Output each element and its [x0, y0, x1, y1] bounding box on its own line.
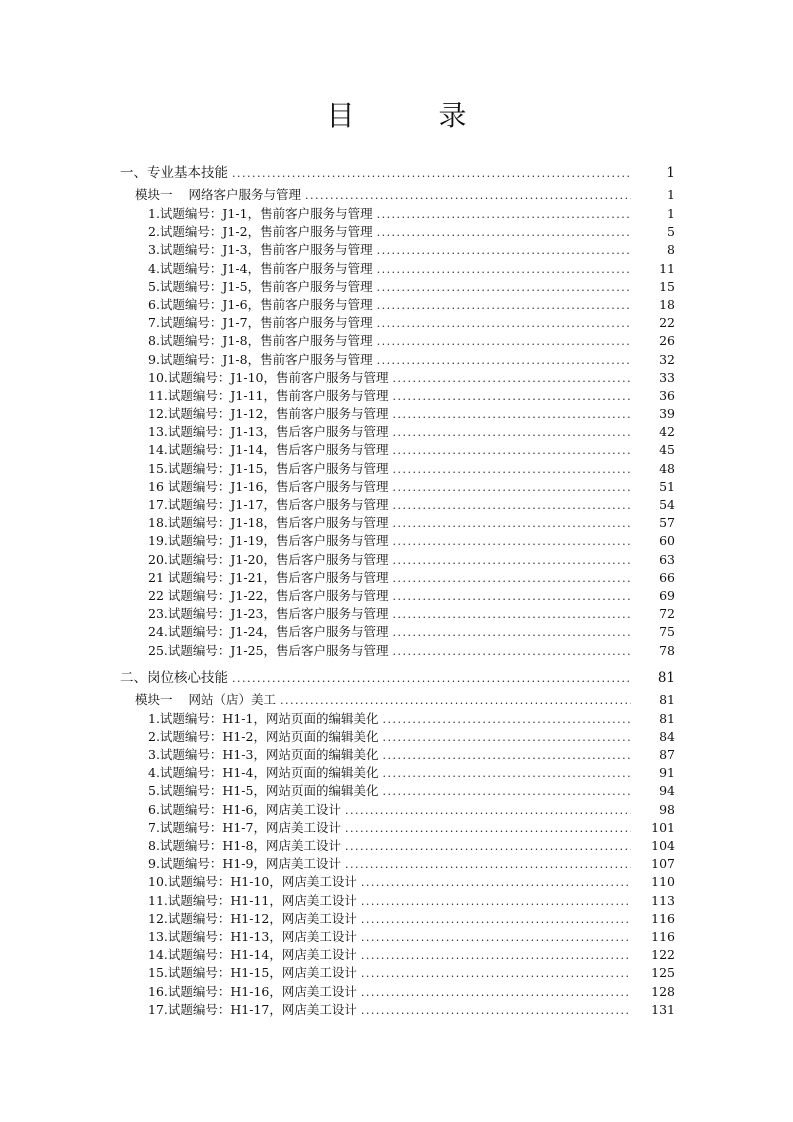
page-number: 15 [659, 278, 675, 294]
dot-leader [392, 388, 631, 405]
page-number: 45 [659, 442, 675, 458]
table-of-contents [0, 161, 793, 1019]
toc-item-label: 7.试题编号：H1-7，网店美工设计 [148, 819, 341, 835]
dot-leader [392, 533, 631, 550]
dot-leader [392, 406, 631, 423]
page-number: 87 [659, 747, 675, 763]
page-number: 110 [651, 874, 675, 890]
page-number: 33 [659, 369, 675, 385]
toc-item-label: 11.试题编号：J1-11，售前客户服务与管理 [148, 387, 389, 403]
dot-leader [392, 624, 631, 641]
dot-leader [377, 297, 631, 314]
toc-item[interactable] [0, 496, 793, 514]
toc-item[interactable] [0, 910, 793, 928]
page-number: 81 [659, 691, 675, 707]
dot-leader [305, 186, 631, 205]
toc-item[interactable] [0, 873, 793, 891]
dot-leader [377, 279, 631, 296]
dot-leader [382, 729, 631, 746]
toc-item-label: 3.试题编号：J1-3，售前客户服务与管理 [148, 242, 373, 258]
toc-item[interactable] [0, 782, 793, 800]
toc-section[interactable] [0, 161, 793, 185]
page-number: 5 [667, 224, 675, 240]
toc-item[interactable] [0, 1001, 793, 1019]
toc-item-label: 9.试题编号：H1-9，网店美工设计 [148, 856, 341, 872]
toc-item-label: 6.试题编号：J1-6，售前客户服务与管理 [148, 296, 373, 312]
dot-leader [377, 315, 631, 332]
page-number: 116 [651, 910, 675, 926]
toc-item[interactable] [0, 855, 793, 873]
page-number: 11 [659, 260, 675, 276]
page-number: 69 [659, 587, 675, 603]
toc-item-label: 2.试题编号：H1-2，网站页面的编辑美化 [148, 728, 379, 744]
dot-leader [345, 838, 631, 855]
toc-item[interactable] [0, 710, 793, 728]
toc-item-label: 8.试题编号：H1-8，网店美工设计 [148, 838, 341, 853]
dot-leader [345, 820, 631, 837]
page-number: 94 [659, 783, 675, 799]
page-title: 目 录 [326, 99, 495, 132]
toc-item[interactable] [0, 928, 793, 946]
page-number: 8 [667, 242, 675, 258]
page-number: 1 [667, 206, 675, 221]
page-number: 104 [651, 838, 675, 853]
toc-item[interactable] [0, 223, 793, 241]
dot-leader [377, 206, 631, 223]
page-number: 78 [659, 642, 675, 658]
toc-item-label: 7.试题编号：J1-7，售前客户服务与管理 [148, 315, 373, 331]
page-number: 84 [659, 728, 675, 744]
toc-item[interactable] [0, 892, 793, 910]
page-number: 48 [659, 460, 675, 476]
dot-leader [361, 947, 631, 964]
toc-item[interactable] [0, 587, 793, 605]
toc-item[interactable] [0, 241, 793, 259]
page-number: 57 [659, 515, 675, 531]
toc-item[interactable] [0, 801, 793, 819]
page-number: 125 [651, 965, 675, 981]
toc-item[interactable] [0, 983, 793, 1001]
toc-item-label: 13.试题编号：J1-13，售后客户服务与管理 [148, 424, 389, 440]
toc-item-label: 16.试题编号：H1-16，网店美工设计 [148, 983, 357, 999]
toc-module-label [135, 185, 301, 205]
toc-item-label: 4.试题编号：J1-4，售前客户服务与管理 [148, 260, 373, 276]
toc-item-label: 5.试题编号：J1-5，售前客户服务与管理 [148, 278, 373, 294]
toc-module[interactable] [0, 690, 793, 710]
dot-leader [392, 479, 631, 496]
toc-item[interactable] [0, 728, 793, 746]
toc-item-label: 14.试题编号：H1-14，网店美工设计 [148, 947, 357, 963]
dot-leader [280, 691, 631, 710]
toc-item[interactable] [0, 460, 793, 478]
dot-leader [392, 606, 631, 623]
page-number: 98 [659, 801, 675, 817]
page-number: 1 [666, 165, 675, 181]
toc-item-label: 10.试题编号：J1-10，售前客户服务与管理 [148, 369, 389, 385]
page-number: 42 [659, 424, 675, 440]
page-number: 91 [659, 765, 675, 781]
toc-item-label: 11.试题编号：H1-11，网店美工设计 [148, 892, 357, 908]
toc-item-label: 12.试题编号：H1-12，网店美工设计 [148, 910, 357, 926]
dot-leader [392, 515, 631, 532]
page-number: 51 [659, 478, 675, 494]
dot-leader [377, 352, 631, 369]
page-number: 81 [659, 710, 675, 726]
module-name: 模块一 [135, 187, 173, 202]
page-number: 18 [659, 296, 675, 312]
toc-item[interactable] [0, 532, 793, 550]
toc-section-label: 二、岗位核心技能 [120, 669, 228, 686]
toc-item[interactable] [0, 946, 793, 964]
page-number: 72 [659, 606, 675, 622]
toc-item[interactable] [0, 205, 793, 223]
page-number: 75 [659, 624, 675, 640]
page-number: 128 [651, 983, 675, 999]
page-number: 36 [659, 387, 675, 403]
dot-leader [361, 929, 631, 946]
toc-item-label: 15.试题编号：J1-15，售后客户服务与管理 [148, 460, 389, 476]
page-number: 22 [659, 315, 675, 331]
page-number: 113 [651, 892, 675, 908]
toc-item[interactable] [0, 642, 793, 660]
dot-leader [232, 162, 631, 185]
toc-item-label: 13.试题编号：H1-13，网店美工设计 [148, 928, 357, 944]
toc-item-label: 19.试题编号：J1-19，售后客户服务与管理 [148, 533, 389, 549]
toc-item[interactable] [0, 764, 793, 782]
toc-section-label: 一、专业基本技能 [120, 165, 228, 181]
dot-leader [392, 497, 631, 514]
dot-leader [392, 552, 631, 569]
toc-item-label: 9.试题编号：J1-8，售前客户服务与管理 [148, 351, 373, 367]
page-number: 81 [657, 669, 675, 686]
dot-leader [361, 965, 631, 982]
toc-item-label: 20.试题编号：J1-20，售后客户服务与管理 [148, 551, 389, 567]
dot-leader [377, 333, 631, 350]
module-title: 网络客户服务与管理 [188, 187, 302, 202]
toc-item-label: 24.试题编号：J1-24，售后客户服务与管理 [148, 624, 389, 640]
toc-item-label: 2.试题编号：J1-2，售前客户服务与管理 [148, 224, 373, 240]
page-number: 116 [651, 928, 675, 944]
toc-item-label: 12.试题编号：J1-12，售前客户服务与管理 [148, 406, 389, 422]
toc-item[interactable] [0, 551, 793, 569]
toc-item-label: 8.试题编号：J1-8，售前客户服务与管理 [148, 333, 373, 349]
toc-item-label: 17.试题编号：J1-17，售后客户服务与管理 [148, 497, 389, 512]
toc-item[interactable] [0, 478, 793, 496]
toc-item[interactable] [0, 296, 793, 314]
dot-leader [392, 461, 631, 478]
dot-leader [392, 643, 631, 660]
dot-leader [377, 224, 631, 241]
dot-leader [382, 783, 631, 800]
toc-item-label: 17.试题编号：H1-17，网店美工设计 [148, 1001, 357, 1017]
module-name: 模块一 [135, 691, 173, 707]
toc-item[interactable] [0, 387, 793, 405]
dot-leader [382, 765, 631, 782]
toc-item-label: 4.试题编号：H1-4，网站页面的编辑美化 [148, 765, 379, 781]
toc-item[interactable] [0, 514, 793, 532]
dot-leader [392, 370, 631, 387]
toc-item[interactable] [0, 605, 793, 623]
toc-item-label: 1.试题编号：H1-1，网站页面的编辑美化 [148, 710, 379, 726]
page-number: 32 [659, 351, 675, 367]
page-number: 101 [651, 819, 675, 835]
page-number: 107 [651, 856, 675, 872]
toc-item-label: 16 试题编号：J1-16，售后客户服务与管理 [148, 478, 389, 494]
toc-item[interactable] [0, 314, 793, 332]
toc-item[interactable] [0, 746, 793, 764]
toc-item[interactable] [0, 369, 793, 387]
toc-item[interactable] [0, 260, 793, 278]
dot-leader [361, 1002, 631, 1019]
toc-item-label: 6.试题编号：H1-6，网店美工设计 [148, 801, 341, 817]
toc-item-label: 21 试题编号：J1-21，售后客户服务与管理 [148, 569, 389, 585]
dot-leader [392, 442, 631, 459]
dot-leader [382, 747, 631, 764]
page-number: 60 [659, 533, 675, 549]
page-number: 1 [667, 187, 675, 202]
dot-leader [361, 893, 631, 910]
toc-item[interactable] [0, 278, 793, 296]
toc-item[interactable] [0, 441, 793, 459]
toc-item-label: 25.试题编号：J1-25，售后客户服务与管理 [148, 642, 389, 658]
toc-module[interactable] [0, 185, 793, 205]
dot-leader [377, 261, 631, 278]
dot-leader [345, 802, 631, 819]
toc-module-label [135, 690, 276, 710]
toc-item[interactable] [0, 423, 793, 441]
toc-item-label: 15.试题编号：H1-15，网店美工设计 [148, 965, 357, 981]
toc-item-label: 22 试题编号：J1-22，售后客户服务与管理 [148, 587, 389, 603]
page-number: 131 [651, 1001, 675, 1017]
dot-leader [392, 570, 631, 587]
toc-item-label: 10.试题编号：H1-10，网店美工设计 [148, 874, 357, 890]
page-number: 54 [659, 497, 675, 512]
toc-item-label: 23.试题编号：J1-23，售后客户服务与管理 [148, 606, 389, 622]
dot-leader [361, 911, 631, 928]
toc-item-label: 3.试题编号：H1-3，网站页面的编辑美化 [148, 747, 379, 763]
toc-item[interactable] [0, 332, 793, 350]
page-number: 122 [651, 947, 675, 963]
toc-item[interactable] [0, 837, 793, 855]
page-number: 26 [659, 333, 675, 349]
dot-leader [377, 242, 631, 259]
page-number: 39 [659, 406, 675, 422]
dot-leader [361, 984, 631, 1001]
module-title: 网站（店）美工 [188, 691, 277, 707]
toc-item[interactable] [0, 351, 793, 369]
toc-item[interactable] [0, 405, 793, 423]
toc-section[interactable] [0, 666, 793, 690]
page-number: 63 [659, 551, 675, 567]
dot-leader [232, 667, 631, 690]
dot-leader [392, 588, 631, 605]
page-number: 66 [659, 569, 675, 585]
toc-item[interactable] [0, 623, 793, 641]
toc-item[interactable] [0, 819, 793, 837]
dot-leader [382, 711, 631, 728]
toc-item[interactable] [0, 964, 793, 982]
dot-leader [361, 874, 631, 891]
toc-item-label: 14.试题编号：J1-14，售后客户服务与管理 [148, 442, 389, 458]
toc-item[interactable] [0, 569, 793, 587]
toc-item-label: 18.试题编号：J1-18，售后客户服务与管理 [148, 515, 389, 531]
toc-item-label: 1.试题编号：J1-1，售前客户服务与管理 [148, 206, 373, 221]
toc-item-label: 5.试题编号：H1-5，网站页面的编辑美化 [148, 783, 379, 799]
dot-leader [345, 856, 631, 873]
dot-leader [392, 424, 631, 441]
